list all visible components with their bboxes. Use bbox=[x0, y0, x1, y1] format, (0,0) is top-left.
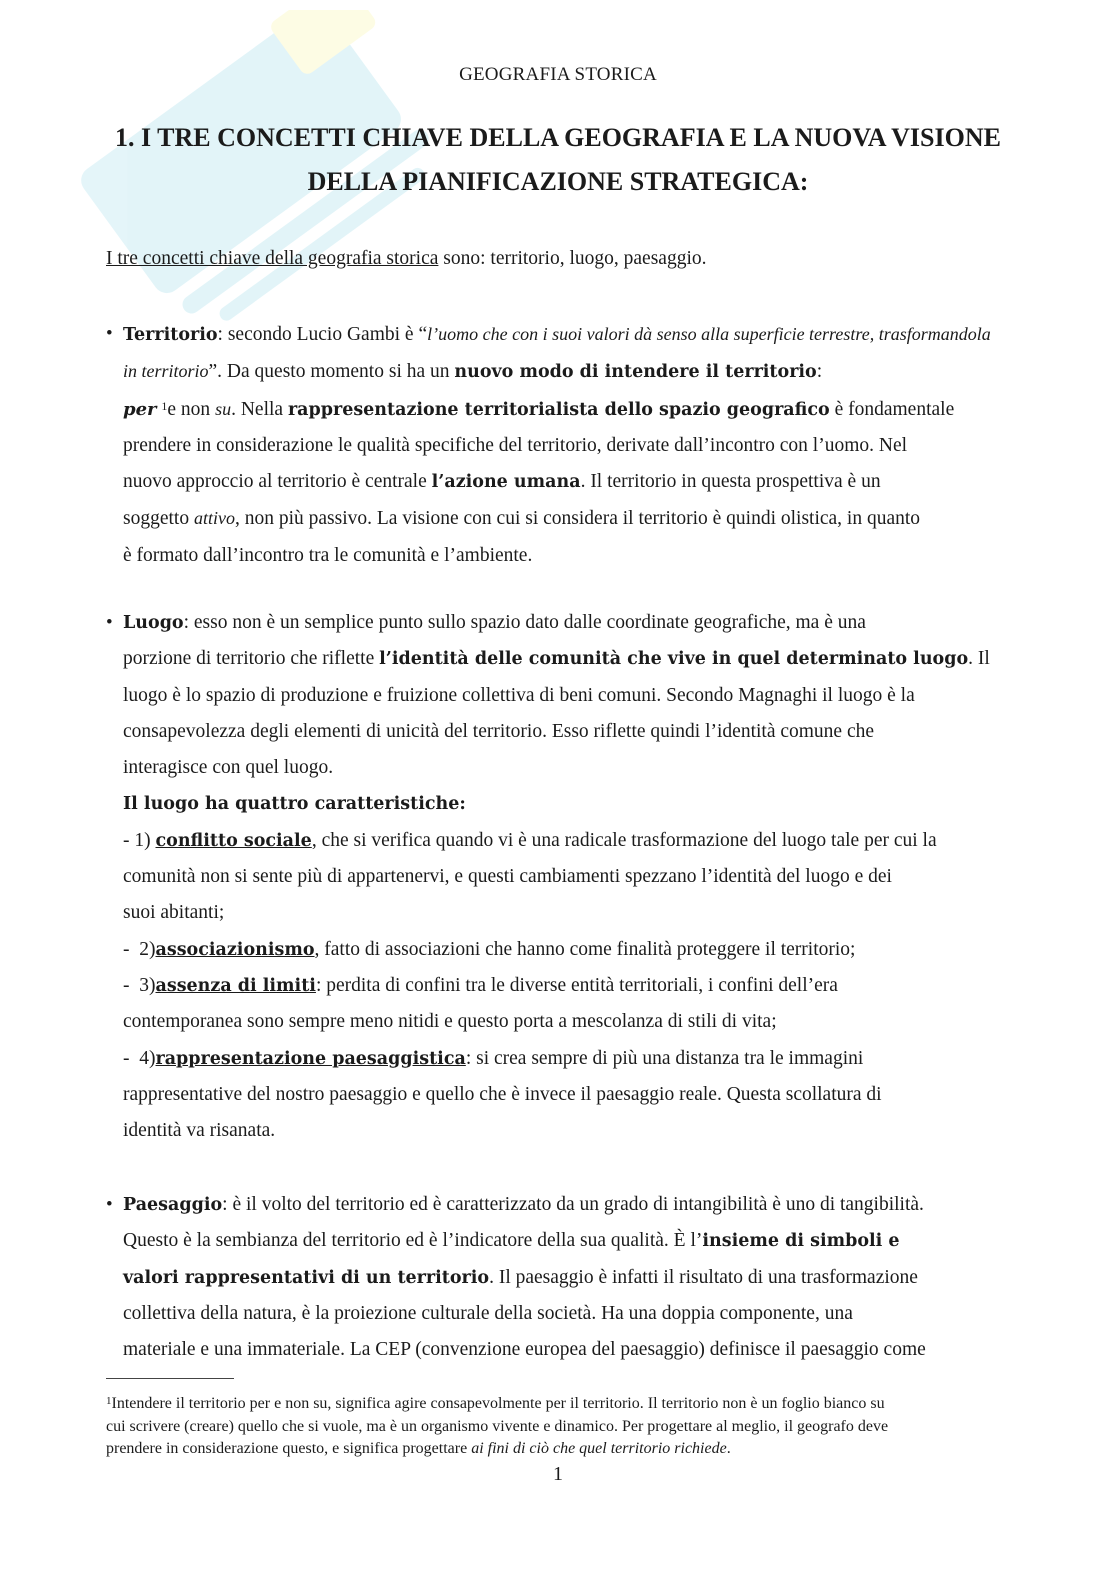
luogo-paragraph: Luogo: esso non è un semplice punto sullo spazio dato dalle coordinate geografiche, ma è una porzione di territorio che riflette l’identità delle comunità che vive in quel determinato luogo. Il luogo è lo spazio di produzione e fruizione collettiva di beni comuni. Secondo Magnaghi il luogo è la consapevolezza degli elementi di unicità del territorio. Esso riflette quindi l’identità comune che interagisce con quel luogo. Il luogo ha quattro caratteristiche: - 1) conflitto sociale, che si verifica quando vi è una radicale trasformazione del luogo tale per cui la comunità non si sente più di appartenervi, e questi cambiamenti spezzano l’identità del luogo e dei suoi abitanti; - 2)associazionismo, fatto di associazioni che hanno come finalità proteggere il territorio; - 3)assenza di limiti: perdita di confini tra le diverse entità territoriali, i confini dell’era contemporanea sono sempre meno nitidi e questo porta a mescolanza di stili di vita; - 4)rappresentazione paesaggistica: si crea sempre di più una distanza tra le immagini rappresentative del nostro paesaggio e quello che è invece il paesaggio reale. Questa scollatura di identità va risanata. bbox=[123, 605, 1006, 1149]
luogo-features-heading: Il luogo ha quattro caratteristiche: bbox=[123, 794, 466, 815]
bullet-icon: • bbox=[106, 323, 113, 344]
page-number: 1 bbox=[553, 1463, 563, 1485]
feature-item: - 4)rappresentazione paesaggistica: si crea sempre di più una distanza tra le immagini bbox=[123, 1047, 864, 1069]
term-paesaggio: Paesaggio bbox=[123, 1195, 223, 1215]
chapter-title-line-2: DELLA PIANIFICAZIONE STRATEGICA: bbox=[307, 167, 809, 196]
intro-underlined-phrase: I tre concetti chiave della geografia storica bbox=[106, 248, 439, 269]
footnote-ref[interactable]: 1 bbox=[161, 398, 168, 413]
footnote-separator bbox=[106, 1378, 234, 1379]
footnote-number: 1 bbox=[106, 1395, 112, 1407]
section-paesaggio bbox=[106, 1187, 1006, 1368]
gambi-quote: l’uomo che con i suoi valori dà senso alla superficie terrestre, trasformandola bbox=[427, 324, 991, 344]
feature-item: - 1) conflitto sociale, che si verifica quando vi è una radicale trasformazione del luogo tale per cui la bbox=[123, 829, 937, 851]
chapter-title-line-1: 1. I TRE CONCETTI CHIAVE DELLA GEOGRAFIA E LA NUOVA VISIONE bbox=[115, 123, 1001, 152]
section-luogo bbox=[106, 605, 1006, 1149]
intro-paragraph bbox=[106, 246, 1006, 272]
footnote: $^1$Intendere il territorio per e non su, significa agire consapevolmente per il territorio. Il territorio non è un foglio bianco su cui scrivere (creare) quello che si vuole, ma è un organismo vivente e dinamico. Per progettare al meglio, il geografo deve prendere in considerazione questo, e significa progettare ai fini di ciò che quel territorio richiede. bbox=[106, 1395, 889, 1457]
section-territorio bbox=[106, 316, 1006, 574]
term-territorio: Territorio bbox=[123, 325, 218, 345]
term-luogo: Luogo bbox=[123, 613, 184, 633]
chapter-title bbox=[100, 116, 1016, 204]
intro-rest: sono: territorio, luogo, paesaggio. bbox=[438, 248, 707, 269]
feature-item: - 3)assenza di limiti: perdita di confini tra le diverse entità territoriali, i confini dell’era bbox=[123, 974, 838, 996]
bullet-icon: • bbox=[106, 612, 113, 633]
bullet-icon: • bbox=[106, 1194, 113, 1215]
territorio-paragraph: Territorio: secondo Lucio Gambi è “l’uomo che con i suoi valori dà senso alla superficie terrestre, trasformandola in territorio”. Da questo momento si ha un nuovo modo di intendere il territorio: per $^1$e non su. Nella rappresentazione territorialista dello spazio geografico è fondamentale prendere in considerazione le qualità specifiche del territorio, derivate dall’incontro con l’uomo. Nel nuovo approccio al territorio è centrale l’azione umana. Il territorio in questa prospettiva è un soggetto attivo, non più passivo. La visione con cui si considera il territorio è quindi olistica, in quanto è formato dall’incontro tra le comunità e l’ambiente. bbox=[123, 324, 991, 566]
feature-item: - 2)associazionismo, fatto di associazioni che hanno come finalità proteggere il territorio; bbox=[123, 938, 856, 960]
running-header: GEOGRAFIA STORICA bbox=[459, 64, 657, 85]
paesaggio-paragraph: Paesaggio: è il volto del territorio ed è caratterizzato da un grado di intangibilità è uno di tangibilità. Questo è la sembianza del territorio ed è l’indicatore della sua qualità. È l’insieme di simboli e valori rappresentativi di un territorio. Il paesaggio è infatti il risultato di una trasformazione collettiva della natura, è la proiezione culturale della società. Ha una doppia componente, una materiale e una immateriale. La CEP (convenzione europea del paesaggio) definisce il paesaggio come bbox=[123, 1194, 926, 1361]
